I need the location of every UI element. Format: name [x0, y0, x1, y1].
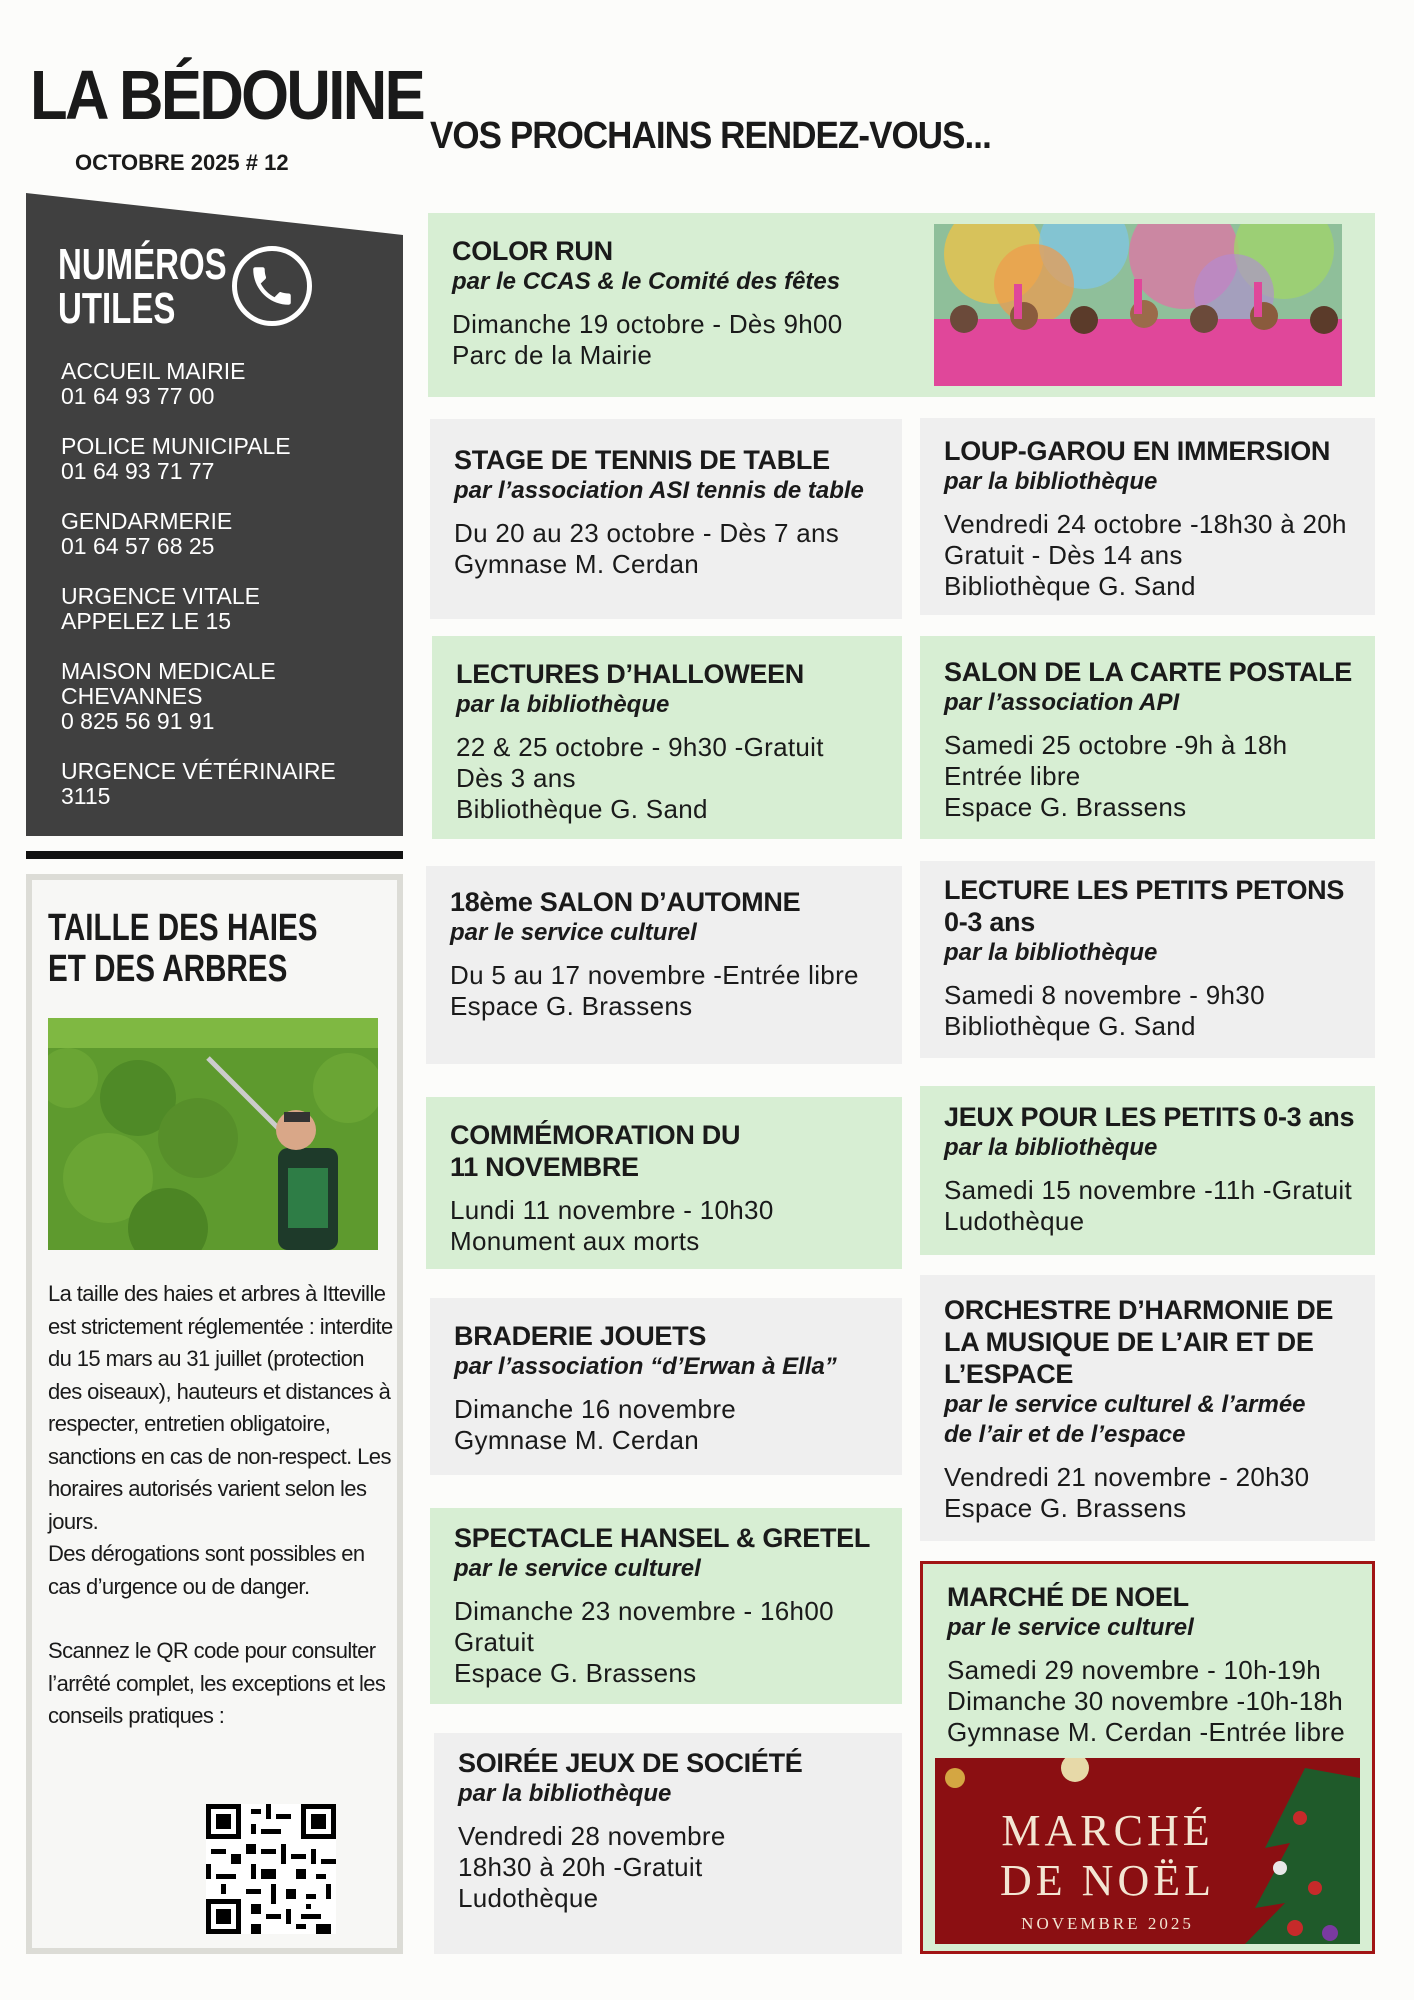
event-date: Dimanche 30 novembre -10h-18h	[947, 1686, 1344, 1716]
event-date: Dimanche 23 novembre - 16h00	[454, 1596, 834, 1626]
color-run-photo	[934, 224, 1342, 386]
event-info: Entrée libre	[944, 761, 1081, 791]
number-label: URGENCE VÉTÉRINAIRE	[61, 758, 336, 784]
hedge-title-line2: ET DES ARBRES	[48, 948, 288, 990]
event-organizer-line: par le service culturel & l’armée	[944, 1391, 1306, 1418]
event-card-color-run	[428, 213, 1375, 397]
event-location: Ludothèque	[944, 1206, 1085, 1236]
event-location: Parc de la Mairie	[452, 340, 653, 370]
christmas-market-poster	[935, 1758, 1360, 1944]
event-title-line: LA MUSIQUE DE L’AIR ET DE	[944, 1327, 1314, 1357]
divider	[26, 851, 403, 859]
event-title	[944, 874, 1355, 938]
useful-numbers-title-line1: NUMÉROS	[58, 240, 227, 289]
number-value: 01 64 93 71 77	[61, 458, 215, 484]
event-location: Monument aux morts	[450, 1226, 700, 1256]
event-title: LECTURES D’HALLOWEEN	[456, 659, 804, 689]
hedge-paragraph: Des dérogations sont possibles en cas d’urgence ou de danger.	[48, 1541, 365, 1599]
hedge-paragraph: Scannez le QR code pour consulter l’arrêté complet, les exceptions et les conseils pratiques :	[48, 1638, 386, 1728]
event-card-hansel-gretel	[430, 1508, 902, 1704]
event-location: Ludothèque	[458, 1883, 599, 1913]
event-date: Vendredi 21 novembre - 20h30	[944, 1462, 1310, 1492]
event-organizer: par le CCAS & le Comité des fêtes	[452, 268, 841, 295]
event-title-line: 0-3 ans	[944, 907, 1035, 937]
event-location: Bibliothèque G. Sand	[456, 794, 708, 824]
event-organizer: par le service culturel	[947, 1614, 1194, 1641]
event-title: 18ème SALON D’AUTOMNE	[450, 887, 801, 917]
poster-title-line: MARCHÉ	[1001, 1806, 1214, 1855]
event-title-line: 11 NOVEMBRE	[450, 1152, 639, 1182]
number-value: 01 64 57 68 25	[61, 533, 215, 559]
event-info: Dès 3 ans	[456, 763, 576, 793]
event-title: STAGE DE TENNIS DE TABLE	[454, 445, 830, 475]
event-organizer: par l’association “d’Erwan à Ella”	[454, 1353, 837, 1380]
event-date: Vendredi 24 octobre -18h30 à 20h	[944, 509, 1347, 539]
event-organizer	[944, 1390, 1355, 1450]
event-date: Dimanche 16 novembre	[454, 1394, 737, 1424]
event-date: Dimanche 19 octobre - Dès 9h00	[452, 309, 843, 339]
number-item	[61, 759, 391, 809]
event-title-line: ORCHESTRE D’HARMONIE DE	[944, 1295, 1334, 1325]
phone-icon	[232, 246, 312, 326]
number-label: MAISON MEDICALE CHEVANNES	[61, 658, 276, 709]
useful-numbers-list	[61, 359, 391, 834]
event-title: SALON DE LA CARTE POSTALE	[944, 657, 1353, 687]
number-item	[61, 509, 391, 559]
event-organizer: par la bibliothèque	[456, 691, 670, 718]
event-location: Gymnase M. Cerdan	[454, 549, 699, 579]
event-card-loup-garou	[920, 418, 1375, 615]
event-date: Vendredi 28 novembre	[458, 1821, 726, 1851]
event-info: Gratuit - Dès 14 ans	[944, 540, 1183, 570]
event-card-commemoration	[426, 1097, 902, 1269]
event-title: JEUX POUR LES PETITS 0-3 ans	[944, 1102, 1355, 1132]
event-title-line: L’ESPACE	[944, 1359, 1074, 1389]
event-organizer: par la bibliothèque	[944, 939, 1158, 966]
event-card-marche-noel	[920, 1561, 1375, 1954]
event-location: Bibliothèque G. Sand	[944, 1011, 1196, 1041]
event-date: 22 & 25 octobre - 9h30 -Gratuit	[456, 732, 824, 762]
number-label: URGENCE VITALE	[61, 583, 260, 609]
event-date: Du 20 au 23 octobre - Dès 7 ans	[454, 518, 840, 548]
number-value: 3115	[61, 783, 111, 809]
poster-title	[935, 1806, 1280, 1906]
event-location: Espace G. Brassens	[944, 1493, 1187, 1523]
number-item	[61, 584, 391, 634]
event-card-orchestre	[920, 1275, 1375, 1541]
event-location: Gymnase M. Cerdan	[454, 1425, 699, 1455]
number-label: POLICE MUNICIPALE	[61, 433, 291, 459]
poster-date: NOVEMBRE 2025	[1021, 1914, 1194, 1933]
page-heading: VOS PROCHAINS RENDEZ-VOUS...	[430, 115, 991, 157]
useful-numbers-title-line2: UTILES	[58, 284, 176, 333]
number-label: GENDARMERIE	[61, 508, 233, 534]
event-organizer: par le service culturel	[454, 1555, 701, 1582]
poster-title-line: DE NOËL	[1000, 1856, 1215, 1905]
useful-numbers-title	[58, 240, 227, 333]
event-location: Espace G. Brassens	[944, 792, 1187, 822]
event-location: Gymnase M. Cerdan -Entrée libre	[947, 1717, 1346, 1747]
event-title: BRADERIE JOUETS	[454, 1321, 707, 1351]
event-date: Samedi 8 novembre - 9h30	[944, 980, 1265, 1010]
event-time: 18h30 à 20h -Gratuit	[458, 1852, 703, 1882]
event-title: LOUP-GAROU EN IMMERSION	[944, 436, 1331, 466]
number-label: ACCUEIL MAIRIE	[61, 358, 246, 384]
number-item	[61, 434, 391, 484]
number-item	[61, 359, 391, 409]
event-title	[450, 1119, 882, 1183]
event-card-salon-automne	[426, 866, 902, 1064]
newsletter-title: LA BÉDOUINE	[30, 56, 424, 134]
event-card-braderie	[430, 1298, 902, 1475]
issue-number: OCTOBRE 2025 # 12	[75, 150, 289, 175]
event-location: Bibliothèque G. Sand	[944, 571, 1196, 601]
event-title: SPECTACLE HANSEL & GRETEL	[454, 1523, 871, 1553]
hedge-title-line1: TAILLE DES HAIES	[48, 907, 318, 949]
event-title	[944, 1294, 1355, 1390]
event-date: Lundi 11 novembre - 10h30	[450, 1195, 774, 1225]
event-info: Gratuit	[454, 1627, 535, 1657]
event-date: Samedi 25 octobre -9h à 18h	[944, 730, 1288, 760]
qr-code[interactable]	[206, 1804, 336, 1934]
event-date: Samedi 29 novembre - 10h-19h	[947, 1655, 1322, 1685]
event-title-line: COMMÉMORATION DU	[450, 1120, 741, 1150]
event-organizer: par la bibliothèque	[944, 1134, 1158, 1161]
event-organizer: par l’association ASI tennis de table	[454, 477, 864, 504]
event-organizer: par le service culturel	[450, 919, 697, 946]
event-organizer: par la bibliothèque	[944, 468, 1158, 495]
hedge-text	[48, 1278, 393, 1733]
event-organizer-line: de l’air et de l’espace	[944, 1421, 1186, 1448]
event-card-jeux-petits	[920, 1086, 1375, 1255]
event-card-tennis	[430, 419, 902, 619]
number-item	[61, 659, 391, 734]
hedge-paragraph: La taille des haies et arbres à Itteville est strictement réglementée : interdite du 15 mars au 31 juillet (protection des oiseaux), hauteurs et distances à respecter, entretien obligatoire, sanctions en cas de non-respect. Les horaires autorisés varient selon les jours.	[48, 1281, 393, 1534]
event-title: SOIRÉE JEUX DE SOCIÉTÉ	[458, 1748, 803, 1778]
event-title-line: LECTURE LES PETITS PETONS	[944, 875, 1345, 905]
event-organizer: par l’association API	[944, 689, 1180, 716]
hedge-trimming-photo	[48, 1018, 378, 1250]
number-value: 0 825 56 91 91	[61, 708, 215, 734]
event-organizer: par la bibliothèque	[458, 1780, 672, 1807]
event-date: Samedi 15 novembre -11h -Gratuit	[944, 1175, 1352, 1205]
event-card-carte-postale	[920, 636, 1375, 839]
event-title: COLOR RUN	[452, 236, 613, 266]
number-value: APPELEZ LE 15	[61, 608, 232, 634]
event-location: Espace G. Brassens	[454, 1658, 697, 1688]
event-card-soiree-jeux	[434, 1733, 902, 1954]
event-location: Espace G. Brassens	[450, 991, 693, 1021]
event-card-halloween	[432, 636, 902, 839]
event-date: Du 5 au 17 novembre -Entrée libre	[450, 960, 859, 990]
number-value: 01 64 93 77 00	[61, 383, 215, 409]
event-title: MARCHÉ DE NOEL	[947, 1582, 1189, 1612]
hedge-title	[48, 908, 318, 990]
event-card-petits-petons	[920, 861, 1375, 1058]
